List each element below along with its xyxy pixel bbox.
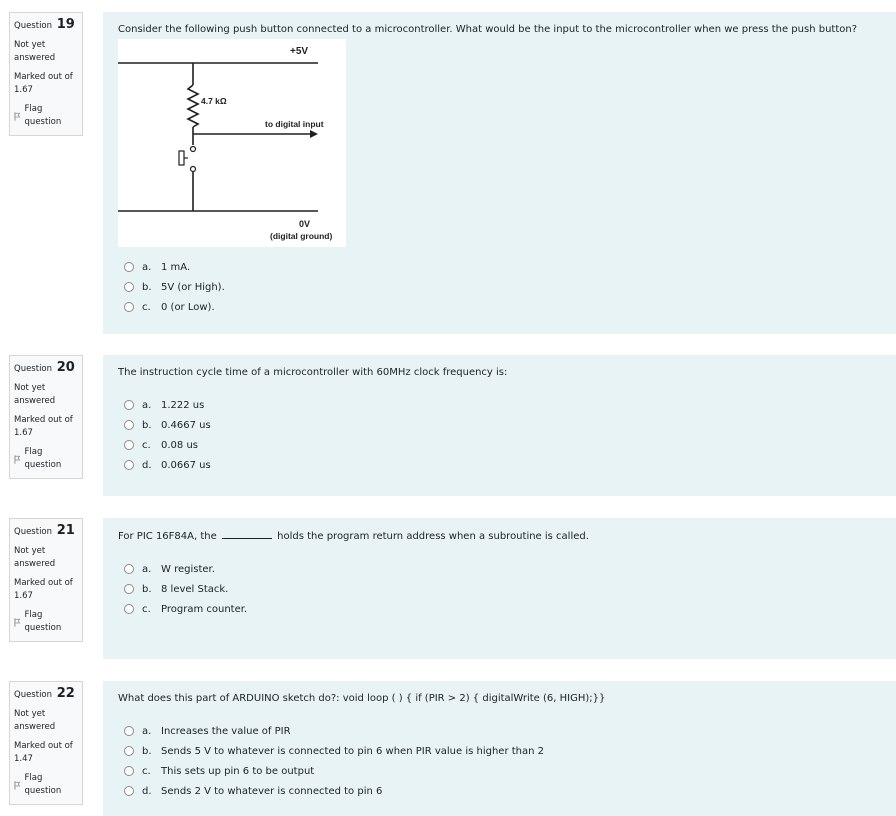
answer-options bbox=[118, 257, 881, 317]
radio-button[interactable] bbox=[124, 420, 134, 430]
flag-icon bbox=[14, 781, 21, 790]
question-info-19 bbox=[9, 12, 83, 136]
status-line-2: answered bbox=[14, 53, 56, 63]
flag-question-link[interactable]: Flag question bbox=[14, 103, 78, 129]
question-text: Consider the following push button connected to a microcontroller. What would be the input to the microcontroller when we press the push button? bbox=[118, 24, 858, 35]
radio-button[interactable] bbox=[124, 786, 134, 796]
status-line-1: Not yet bbox=[14, 709, 46, 719]
option-a[interactable]: a. W register. bbox=[124, 559, 881, 579]
ground-sublabel: (digital ground) bbox=[270, 231, 333, 241]
pushbutton-circuit-diagram bbox=[118, 39, 346, 247]
radio-button[interactable] bbox=[124, 746, 134, 756]
option-b[interactable]: b. 8 level Stack. bbox=[124, 579, 881, 599]
status-line-2: answered bbox=[14, 722, 56, 732]
question-content-20 bbox=[103, 355, 896, 496]
answer-options bbox=[118, 559, 881, 619]
marked-label: Marked out of bbox=[14, 741, 73, 751]
question-number: Question 20 bbox=[14, 360, 75, 375]
marked-value: 1.67 bbox=[14, 428, 33, 438]
status-line-1: Not yet bbox=[14, 40, 46, 50]
status-line-2: answered bbox=[14, 559, 56, 569]
option-c[interactable]: c. Program counter. bbox=[124, 599, 881, 619]
question-content-19 bbox=[103, 12, 896, 334]
radio-button[interactable] bbox=[124, 460, 134, 470]
status-line-1: Not yet bbox=[14, 546, 46, 556]
radio-button[interactable] bbox=[124, 262, 134, 272]
radio-button[interactable] bbox=[124, 400, 134, 410]
question-content-21 bbox=[103, 518, 896, 659]
marked-value: 1.67 bbox=[14, 85, 33, 95]
option-b[interactable]: b. Sends 5 V to whatever is connected to pin 6 when PIR value is higher than 2 bbox=[124, 741, 881, 761]
radio-button[interactable] bbox=[124, 302, 134, 312]
answer-options bbox=[118, 395, 881, 475]
flag-icon bbox=[14, 618, 21, 627]
question-text: The instruction cycle time of a microcontroller with 60MHz clock frequency is: bbox=[118, 367, 508, 378]
option-c[interactable]: c. 0.08 us bbox=[124, 435, 881, 455]
radio-button[interactable] bbox=[124, 766, 134, 776]
option-c[interactable]: c. 0 (or Low). bbox=[124, 297, 881, 317]
radio-button[interactable] bbox=[124, 584, 134, 594]
status-line-2: answered bbox=[14, 396, 56, 406]
option-a[interactable]: a. 1.222 us bbox=[124, 395, 881, 415]
question-info-22 bbox=[9, 681, 83, 805]
option-d[interactable]: d. 0.0667 us bbox=[124, 455, 881, 475]
flag-icon bbox=[14, 112, 21, 121]
radio-button[interactable] bbox=[124, 564, 134, 574]
question-content-22 bbox=[103, 681, 896, 816]
question-info-20 bbox=[9, 355, 83, 479]
marked-label: Marked out of bbox=[14, 72, 73, 82]
marked-value: 1.67 bbox=[14, 591, 33, 601]
question-number: Question 22 bbox=[14, 686, 75, 701]
marked-value: 1.47 bbox=[14, 754, 33, 764]
question-text: For PIC 16F84A, the holds the program return address when a subroutine is called. bbox=[118, 531, 589, 542]
status-line-1: Not yet bbox=[14, 383, 46, 393]
option-a[interactable]: a. Increases the value of PIR bbox=[124, 721, 881, 741]
option-a[interactable]: a. 1 mA. bbox=[124, 257, 881, 277]
option-b[interactable]: b. 5V (or High). bbox=[124, 277, 881, 297]
option-b[interactable]: b. 0.4667 us bbox=[124, 415, 881, 435]
radio-button[interactable] bbox=[124, 440, 134, 450]
radio-button[interactable] bbox=[124, 726, 134, 736]
resistor-label: 4.7 kΩ bbox=[201, 96, 227, 106]
question-text: What does this part of ARDUINO sketch do?: void loop ( ) { if (PIR > 2) { digitalWrite (6, HIGH);}} bbox=[118, 693, 606, 704]
flag-question-link[interactable]: Flag question bbox=[14, 446, 78, 472]
marked-label: Marked out of bbox=[14, 578, 73, 588]
radio-button[interactable] bbox=[124, 282, 134, 292]
flag-question-link[interactable]: Flag question bbox=[14, 609, 78, 635]
option-d[interactable]: d. Sends 2 V to whatever is connected to pin 6 bbox=[124, 781, 881, 801]
flag-icon bbox=[14, 455, 21, 464]
marked-label: Marked out of bbox=[14, 415, 73, 425]
question-number: Question 19 bbox=[14, 17, 75, 32]
radio-button[interactable] bbox=[124, 604, 134, 614]
question-info-21 bbox=[9, 518, 83, 642]
option-c[interactable]: c. This sets up pin 6 to be output bbox=[124, 761, 881, 781]
supply-label: +5V bbox=[290, 46, 309, 57]
question-number: Question 21 bbox=[14, 523, 75, 538]
fill-in-blank bbox=[222, 529, 272, 539]
output-label: to digital input bbox=[265, 119, 324, 129]
flag-question-link[interactable]: Flag question bbox=[14, 772, 78, 798]
ground-label: 0V bbox=[299, 219, 311, 229]
answer-options bbox=[118, 721, 881, 801]
